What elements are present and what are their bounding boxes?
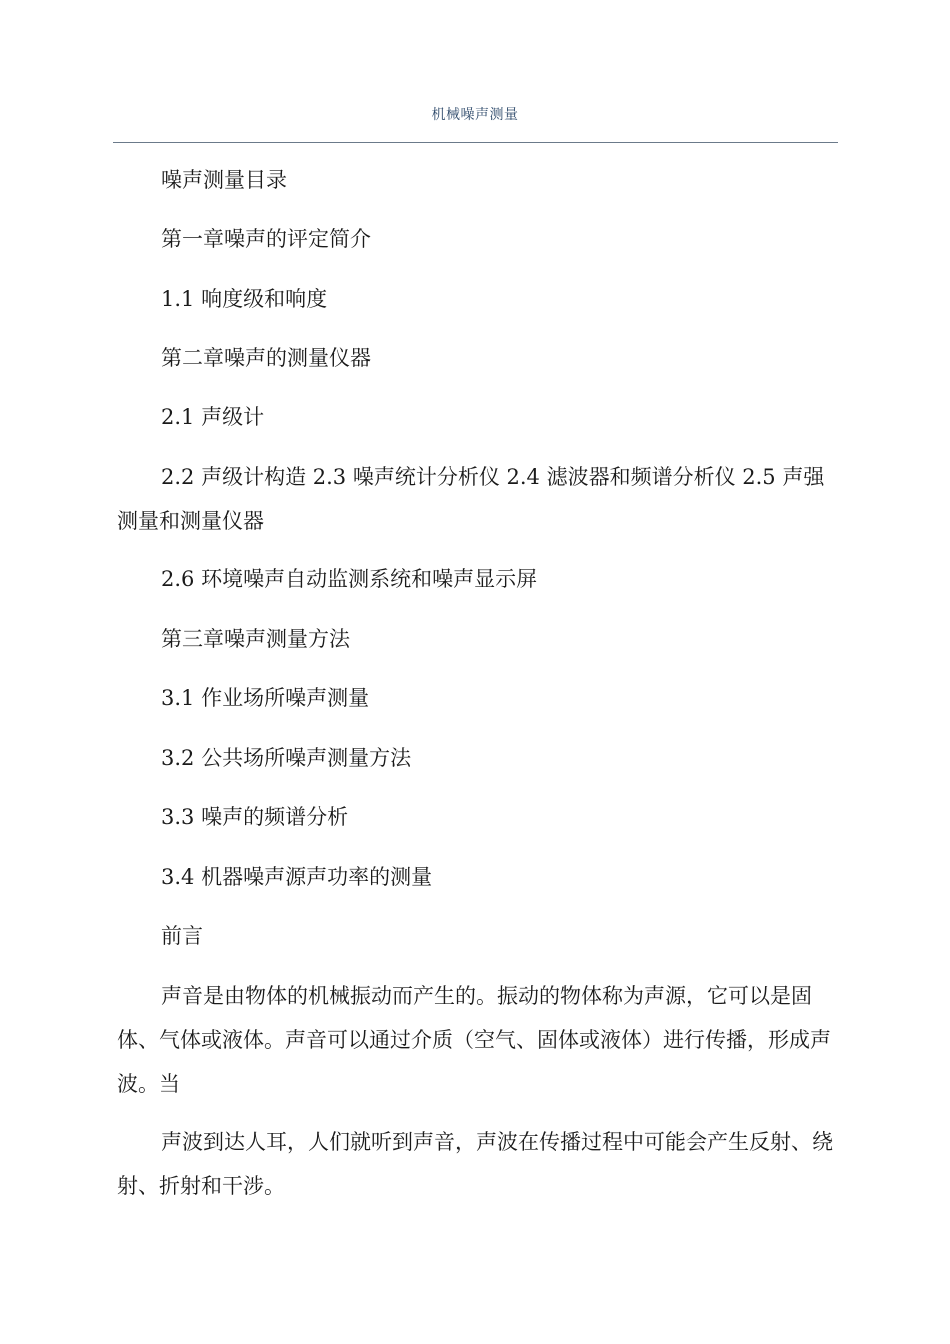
preface-heading: 前言 xyxy=(161,924,203,948)
running-header: 机械噪声测量 xyxy=(431,107,519,123)
preface-paragraph-1: 声音是由物体的机械振动而产生的。振动的物体称为声源，它可以是固体、气体或液体。声音可以通过介质（空气、固体或液体）进行传播，形成声波。当 xyxy=(117,984,831,1096)
toc-section-2-2-to-2-5: 2.2 声级计构造 2.3 噪声统计分析仪 2.4 滤波器和频谱分析仪 2.5 声强测量和测量仪器 xyxy=(117,465,825,533)
toc-title: 噪声测量目录 xyxy=(161,168,287,192)
toc-section-3-2: 3.2 公共场所噪声测量方法 xyxy=(161,746,412,770)
toc-section-3-1: 3.1 作业场所噪声测量 xyxy=(161,686,370,710)
toc-section-3-4: 3.4 机器噪声源声功率的测量 xyxy=(161,865,433,889)
preface-paragraph-2: 声波到达人耳，人们就听到声音，声波在传播过程中可能会产生反射、绕射、折射和干涉。 xyxy=(117,1130,833,1198)
toc-chapter-2: 第二章噪声的测量仪器 xyxy=(161,346,371,370)
toc-section-2-1: 2.1 声级计 xyxy=(161,405,265,429)
toc-chapter-3: 第三章噪声测量方法 xyxy=(161,627,350,651)
toc-section-2-6: 2.6 环境噪声自动监测系统和噪声显示屏 xyxy=(161,567,538,591)
header-divider xyxy=(113,142,838,143)
toc-section-1-1: 1.1 响度级和响度 xyxy=(161,287,328,311)
toc-section-3-3: 3.3 噪声的频谱分析 xyxy=(161,805,349,829)
toc-chapter-1: 第一章噪声的评定简介 xyxy=(161,227,371,251)
